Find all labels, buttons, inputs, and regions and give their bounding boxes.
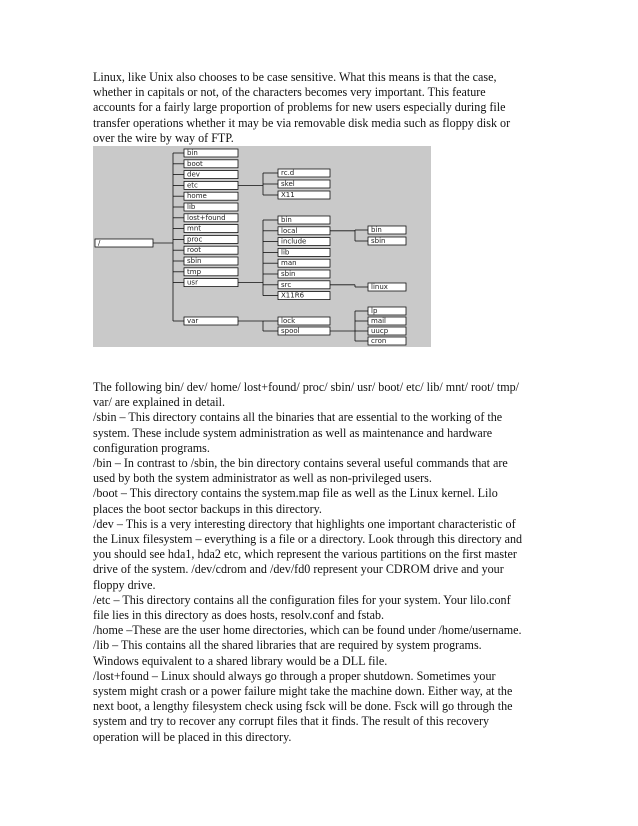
- text-line: /etc – This directory contains all the configuration files for your system. Your lilo.conf: [93, 592, 511, 607]
- text-line: configuration programs.: [93, 440, 210, 455]
- tree-node-etc-skel-label: skel: [281, 180, 295, 188]
- tree-node-usr-label: usr: [187, 278, 198, 287]
- text-line: /sbin – This directory contains all the binaries that are essential to the working of the: [93, 410, 503, 425]
- text-line: Linux, like Unix also chooses to be case sensitive. What this means is that the case,: [93, 70, 497, 84]
- tree-node-usr-lib-label: lib: [281, 248, 290, 257]
- tree-node-dev-label: dev: [187, 170, 200, 179]
- text-line: Windows equivalent to a shared library would be a DLL file.: [93, 653, 388, 668]
- tree-node-usr-bin-label: bin: [281, 216, 292, 224]
- text-line: var/ are explained in detail.: [93, 395, 225, 410]
- text-line: /dev – This is a very interesting directory that highlights one important characteristic of: [93, 516, 516, 531]
- tree-node-local-bin-label: bin: [371, 226, 382, 234]
- tree-node-root: [95, 239, 153, 247]
- tree-node-home-label: home: [187, 192, 207, 201]
- tree-node-usr-include-label: include: [281, 237, 307, 246]
- text-line: /boot – This directory contains the system.map file as well as the Linux kernel. Lilo: [93, 486, 498, 501]
- tree-node-usr-man-label: man: [281, 259, 297, 268]
- text-line: The following bin/ dev/ home/ lost+found/ proc/ sbin/ usr/ boot/ etc/ lib/ mnt/ root/ tmp/: [93, 380, 520, 394]
- tree-node-mnt-label: mnt: [187, 224, 201, 233]
- text-line: /bin – In contrast to /sbin, the bin directory contains several useful commands that are: [93, 456, 508, 471]
- tree-node-usr-sbin-label: sbin: [281, 270, 296, 278]
- directory-tree-diagram: [93, 146, 431, 347]
- text-line: places the boot sector backups in this directory.: [93, 501, 322, 516]
- tree-node-proc-label: proc: [187, 235, 203, 244]
- tree-node-tmp-label: tmp: [187, 267, 202, 276]
- text-line: /lib – This contains all the shared libraries that are required by system programs.: [93, 638, 482, 653]
- intro-paragraph: [93, 70, 553, 146]
- tree-node-root-label: root: [187, 246, 202, 255]
- tree-node-root-label: /: [98, 239, 101, 247]
- tree-node-var-lock-label: lock: [281, 317, 296, 325]
- text-line: used by both the system administrator as well as non-privileged users.: [93, 471, 432, 486]
- text-line: floppy drive.: [93, 577, 156, 592]
- tree-node-spool-mail-label: mail: [371, 317, 386, 325]
- tree-node-lib-label: lib: [187, 203, 196, 211]
- tree-node-usr-local-label: local: [281, 226, 298, 235]
- text-line: operation will be placed in this directory.: [93, 729, 292, 744]
- text-line: /lost+found – Linux should always go through a proper shutdown. Sometimes your: [93, 668, 496, 683]
- tree-node-lostfound-label: lost+found: [187, 213, 226, 222]
- tree-node-sbin-label: sbin: [187, 257, 202, 265]
- tree-node-local-sbin-label: sbin: [371, 237, 386, 245]
- tree-node-etc-label: etc: [187, 181, 198, 190]
- text-line: accounts for a fairly large proportion of problems for new users especially during file: [93, 100, 506, 115]
- tree-node-usr-x11r6-label: X11R6: [281, 291, 305, 300]
- tree-node-var-spool-label: spool: [281, 327, 300, 335]
- tree-node-usr-src-label: src: [281, 280, 292, 289]
- tree-node-etc-x11-label: X11: [281, 191, 295, 199]
- text-line: system and try to recover any corrupt files that it finds. The result of this recovery: [93, 714, 490, 729]
- tree-node-spool-lp-label: lp: [371, 307, 378, 315]
- text-line: system might crash or a power failure might take the machine down. Either way, at the: [93, 684, 513, 699]
- text-line: /home –These are the user home directories, which can be found under /home/username.: [93, 623, 522, 638]
- tree-node-spool-cron-label: cron: [371, 337, 387, 345]
- tree-node-boot-label: boot: [187, 159, 203, 168]
- tree-node-src-linux-label: linux: [371, 283, 388, 291]
- directory-tree-figure: [93, 146, 431, 347]
- text-line: file lies in this directory as does hosts, resolv.conf and fstab.: [93, 608, 385, 623]
- tree-node-spool-uucp-label: uucp: [371, 327, 389, 335]
- body-text: [93, 380, 553, 745]
- tree-node-etc-rc.d-label: rc.d: [281, 169, 295, 177]
- text-line: over the wire by way of FTP.: [93, 130, 234, 145]
- text-line: system. These include system administration as well as maintenance and hardware: [93, 425, 493, 440]
- tree-node-var-label: var: [187, 317, 199, 325]
- text-line: transfer operations whether it may be via removable disk media such as floppy disk or: [93, 115, 511, 130]
- text-line: you should see hda1, hda2 etc, which represent the various partitions on the first master: [93, 547, 517, 562]
- text-line: next boot, a lengthy filesystem check using fsck will be done. Fsck will go through the: [93, 699, 513, 714]
- text-line: drive of the system. /dev/cdrom and /dev/fd0 represent your CDROM drive and your: [93, 562, 504, 577]
- tree-node-bin-label: bin: [187, 149, 198, 157]
- text-line: the Linux filesystem – everything is a file or a directory. Look through this directory and: [93, 532, 523, 547]
- text-line: whether in capitals or not, of the characters becomes very important. This feature: [93, 85, 486, 100]
